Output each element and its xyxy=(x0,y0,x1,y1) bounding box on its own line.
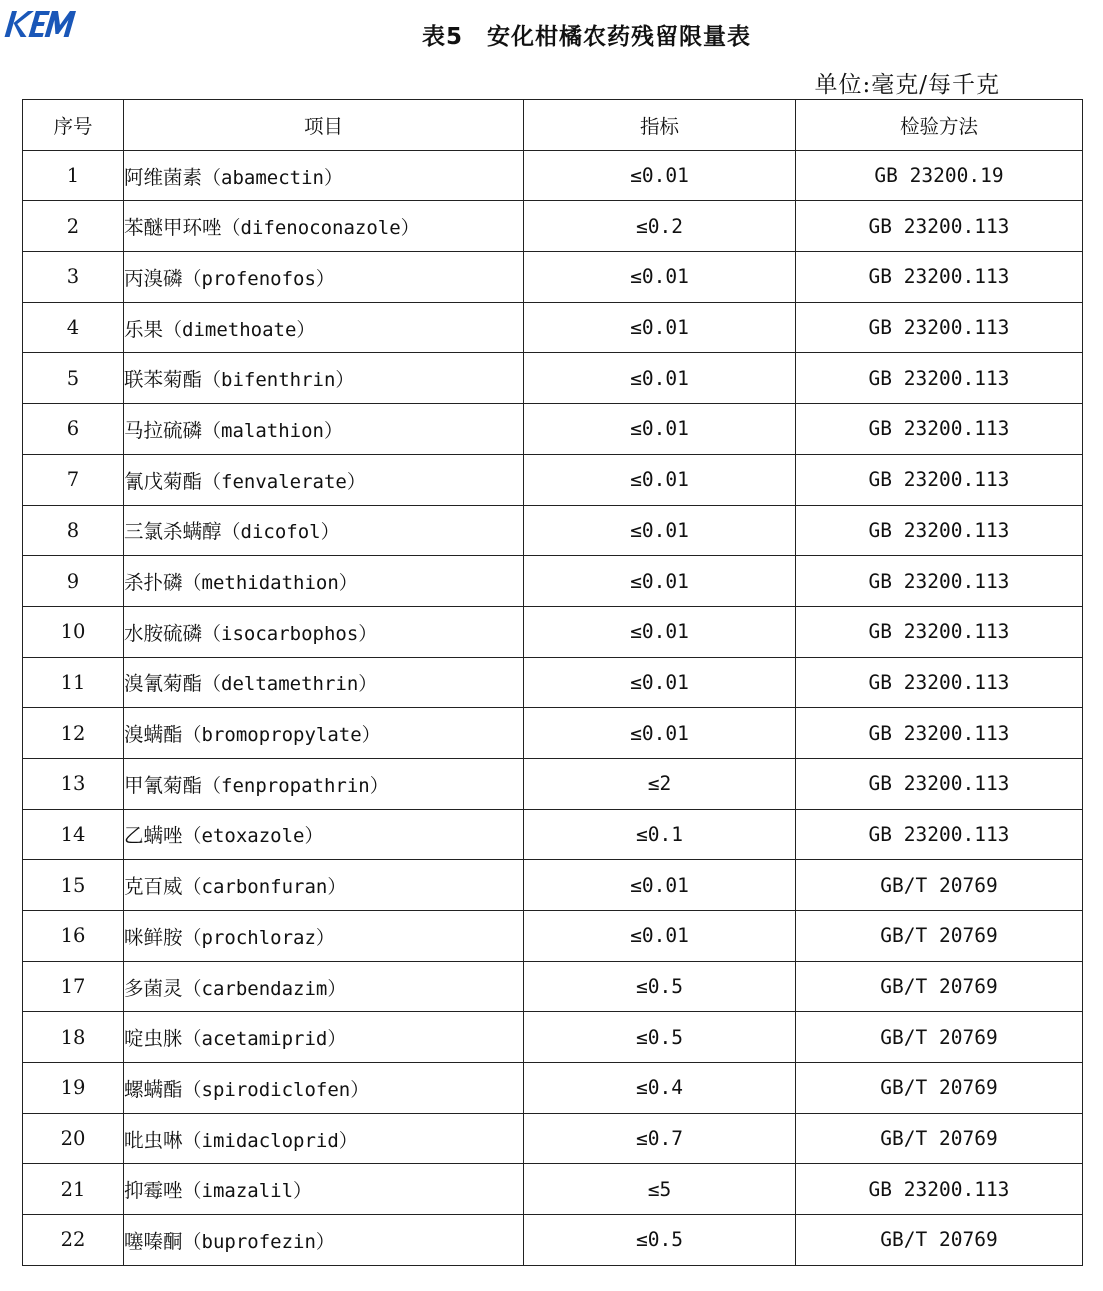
pesticide-name xyxy=(124,252,524,303)
pesticide-name xyxy=(124,353,524,404)
pesticide-name-en: （etoxazole） xyxy=(182,825,324,848)
pesticide-name xyxy=(124,1063,524,1114)
pesticide-name-en: （prochloraz） xyxy=(182,926,335,949)
pesticide-name-en: （methidathion） xyxy=(182,572,358,595)
test-method: GB 23200.113 xyxy=(796,606,1083,657)
pesticide-name-en: （dimethoate） xyxy=(163,318,316,341)
limit-value: ≤0.01 xyxy=(524,657,796,708)
pesticide-name-cn: 抑霉唑 xyxy=(124,1179,183,1203)
pesticide-name xyxy=(124,1164,524,1215)
limit-value: ≤0.01 xyxy=(524,150,796,201)
pesticide-name-cn: 螺螨酯 xyxy=(124,1077,183,1101)
table-row xyxy=(23,860,1083,911)
pesticide-name-en: （buprofezin） xyxy=(182,1230,335,1253)
table-row xyxy=(23,201,1083,252)
row-number: 17 xyxy=(23,961,124,1012)
table-row xyxy=(23,1012,1083,1063)
pesticide-name xyxy=(124,657,524,708)
test-method: GB 23200.113 xyxy=(796,809,1083,860)
pesticide-name-cn: 杀扑磷 xyxy=(124,571,183,595)
pesticide-name-en: （acetamiprid） xyxy=(182,1028,347,1051)
limit-value: ≤0.01 xyxy=(524,353,796,404)
table-row xyxy=(23,708,1083,759)
row-number: 8 xyxy=(23,505,124,556)
table-row xyxy=(23,353,1083,404)
test-method: GB/T 20769 xyxy=(796,1063,1083,1114)
table-row xyxy=(23,758,1083,809)
table-row xyxy=(23,556,1083,607)
pesticide-name-cn: 阿维菌素 xyxy=(124,165,203,189)
limit-value: ≤0.01 xyxy=(524,556,796,607)
pesticide-name-en: （fenvalerate） xyxy=(202,470,366,493)
limit-value: ≤0.01 xyxy=(524,252,796,303)
row-number: 9 xyxy=(23,556,124,607)
pesticide-name-en: （profenofos） xyxy=(182,267,335,290)
test-method: GB/T 20769 xyxy=(796,911,1083,962)
test-method: GB/T 20769 xyxy=(796,1012,1083,1063)
header-row xyxy=(23,100,1083,151)
test-method: GB 23200.113 xyxy=(796,1164,1083,1215)
row-number: 1 xyxy=(23,150,124,201)
pesticide-name-cn: 吡虫啉 xyxy=(124,1128,183,1152)
pesticide-name-cn: 溴螨酯 xyxy=(124,723,183,747)
row-number: 14 xyxy=(23,809,124,860)
row-number: 4 xyxy=(23,302,124,353)
table-row xyxy=(23,150,1083,201)
pesticide-name-en: （difenoconazole） xyxy=(221,217,420,240)
residue-limit-table xyxy=(22,99,1083,1266)
row-number: 12 xyxy=(23,708,124,759)
unit-label: 单位:毫克/每千克 xyxy=(814,72,1000,98)
pesticide-name-en: （dicofol） xyxy=(221,521,340,544)
test-method: GB/T 20769 xyxy=(796,860,1083,911)
table-row xyxy=(23,252,1083,303)
pesticide-name-cn: 克百威 xyxy=(124,875,183,899)
limit-value: ≤2 xyxy=(524,758,796,809)
table-row xyxy=(23,809,1083,860)
pesticide-name xyxy=(124,758,524,809)
limit-value: ≤0.01 xyxy=(524,606,796,657)
limit-value: ≤0.2 xyxy=(524,201,796,252)
pesticide-name-cn: 苯醚甲环唑 xyxy=(124,216,222,240)
header-no: 序号 xyxy=(23,100,124,151)
test-method: GB 23200.113 xyxy=(796,505,1083,556)
pesticide-name-en: （bifenthrin） xyxy=(202,369,355,392)
pesticide-name-cn: 氰戊菊酯 xyxy=(124,469,203,493)
table-row xyxy=(23,1215,1083,1266)
row-number: 3 xyxy=(23,252,124,303)
pesticide-name-en: （malathion） xyxy=(202,419,343,442)
pesticide-name xyxy=(124,150,524,201)
limit-value: ≤0.5 xyxy=(524,961,796,1012)
row-number: 16 xyxy=(23,911,124,962)
pesticide-name xyxy=(124,809,524,860)
table-body xyxy=(23,150,1083,1265)
test-method: GB 23200.113 xyxy=(796,353,1083,404)
pesticide-name-en: （bromopropylate） xyxy=(182,724,381,747)
pesticide-name xyxy=(124,454,524,505)
limit-value: ≤0.01 xyxy=(524,454,796,505)
pesticide-name xyxy=(124,1012,524,1063)
pesticide-name-en: （abamectin） xyxy=(202,166,343,189)
table-row xyxy=(23,657,1083,708)
limit-value: ≤0.4 xyxy=(524,1063,796,1114)
pesticide-name-cn: 联苯菊酯 xyxy=(124,368,203,392)
test-method: GB 23200.113 xyxy=(796,252,1083,303)
pesticide-name-cn: 甲氰菊酯 xyxy=(124,773,203,797)
row-number: 15 xyxy=(23,860,124,911)
pesticide-name-cn: 啶虫脒 xyxy=(124,1027,183,1051)
table-row xyxy=(23,961,1083,1012)
row-number: 5 xyxy=(23,353,124,404)
test-method: GB 23200.113 xyxy=(796,758,1083,809)
pesticide-name-en: （deltamethrin） xyxy=(202,673,378,696)
row-number: 20 xyxy=(23,1113,124,1164)
pesticide-name-cn: 乙螨唑 xyxy=(124,824,183,848)
test-method: GB 23200.113 xyxy=(796,708,1083,759)
pesticide-name-en: （isocarbophos） xyxy=(202,622,378,645)
limit-value: ≤0.5 xyxy=(524,1012,796,1063)
limit-value: ≤0.1 xyxy=(524,809,796,860)
limit-value: ≤0.01 xyxy=(524,911,796,962)
pesticide-name xyxy=(124,201,524,252)
test-method: GB/T 20769 xyxy=(796,1113,1083,1164)
header-method: 检验方法 xyxy=(796,100,1083,151)
pesticide-name-cn: 多菌灵 xyxy=(124,976,183,1000)
pesticide-name-cn: 三氯杀螨醇 xyxy=(124,520,222,544)
limit-value: ≤0.01 xyxy=(524,708,796,759)
pesticide-name xyxy=(124,302,524,353)
table-row xyxy=(23,505,1083,556)
limit-value: ≤0.01 xyxy=(524,505,796,556)
limit-value: ≤0.01 xyxy=(524,302,796,353)
row-number: 6 xyxy=(23,404,124,455)
pesticide-name-en: （imazalil） xyxy=(182,1180,313,1203)
pesticide-name-cn: 溴氰菊酯 xyxy=(124,672,203,696)
limit-value: ≤0.7 xyxy=(524,1113,796,1164)
pesticide-name-cn: 乐果 xyxy=(124,317,164,341)
pesticide-name xyxy=(124,404,524,455)
row-number: 10 xyxy=(23,606,124,657)
pesticide-name-en: （spirodiclofen） xyxy=(182,1078,370,1101)
test-method: GB 23200.113 xyxy=(796,201,1083,252)
pesticide-name-cn: 噻嗪酮 xyxy=(124,1229,183,1253)
pesticide-name-en: （carbendazim） xyxy=(182,977,347,1000)
test-method: GB 23200.113 xyxy=(796,302,1083,353)
row-number: 13 xyxy=(23,758,124,809)
pesticide-name xyxy=(124,1113,524,1164)
header-standard: 指标 xyxy=(524,100,796,151)
limit-value: ≤0.01 xyxy=(524,404,796,455)
pesticide-name-en: （imidacloprid） xyxy=(182,1129,358,1152)
table-row xyxy=(23,302,1083,353)
pesticide-name-en: （carbonfuran） xyxy=(182,876,347,899)
pesticide-name xyxy=(124,860,524,911)
table-row xyxy=(23,454,1083,505)
test-method: GB 23200.19 xyxy=(796,150,1083,201)
test-method: GB 23200.113 xyxy=(796,657,1083,708)
pesticide-name xyxy=(124,505,524,556)
pesticide-name xyxy=(124,1215,524,1266)
row-number: 21 xyxy=(23,1164,124,1215)
row-number: 7 xyxy=(23,454,124,505)
table-row xyxy=(23,1113,1083,1164)
table-row xyxy=(23,911,1083,962)
test-method: GB/T 20769 xyxy=(796,1215,1083,1266)
page-title: 表5 安化柑橘农药残留限量表 xyxy=(421,24,751,50)
test-method: GB 23200.113 xyxy=(796,556,1083,607)
test-method: GB 23200.113 xyxy=(796,454,1083,505)
table-row xyxy=(23,404,1083,455)
pesticide-name-en: （fenpropathrin） xyxy=(202,774,389,797)
row-number: 22 xyxy=(23,1215,124,1266)
pesticide-name-cn: 水胺硫磷 xyxy=(124,621,203,645)
pesticide-name xyxy=(124,911,524,962)
limit-value: ≤5 xyxy=(524,1164,796,1215)
pesticide-name xyxy=(124,606,524,657)
header-item: 项目 xyxy=(124,100,524,151)
table-row xyxy=(23,1164,1083,1215)
row-number: 19 xyxy=(23,1063,124,1114)
table-row xyxy=(23,1063,1083,1114)
row-number: 2 xyxy=(23,201,124,252)
test-method: GB 23200.113 xyxy=(796,404,1083,455)
row-number: 18 xyxy=(23,1012,124,1063)
pesticide-name xyxy=(124,708,524,759)
pesticide-name xyxy=(124,556,524,607)
row-number: 11 xyxy=(23,657,124,708)
pesticide-name-cn: 马拉硫磷 xyxy=(124,418,203,442)
pesticide-name-cn: 丙溴磷 xyxy=(124,266,183,290)
limit-value: ≤0.01 xyxy=(524,860,796,911)
test-method: GB/T 20769 xyxy=(796,961,1083,1012)
limit-value: ≤0.5 xyxy=(524,1215,796,1266)
table-row xyxy=(23,606,1083,657)
pesticide-name-cn: 咪鲜胺 xyxy=(124,925,183,949)
pesticide-name xyxy=(124,961,524,1012)
